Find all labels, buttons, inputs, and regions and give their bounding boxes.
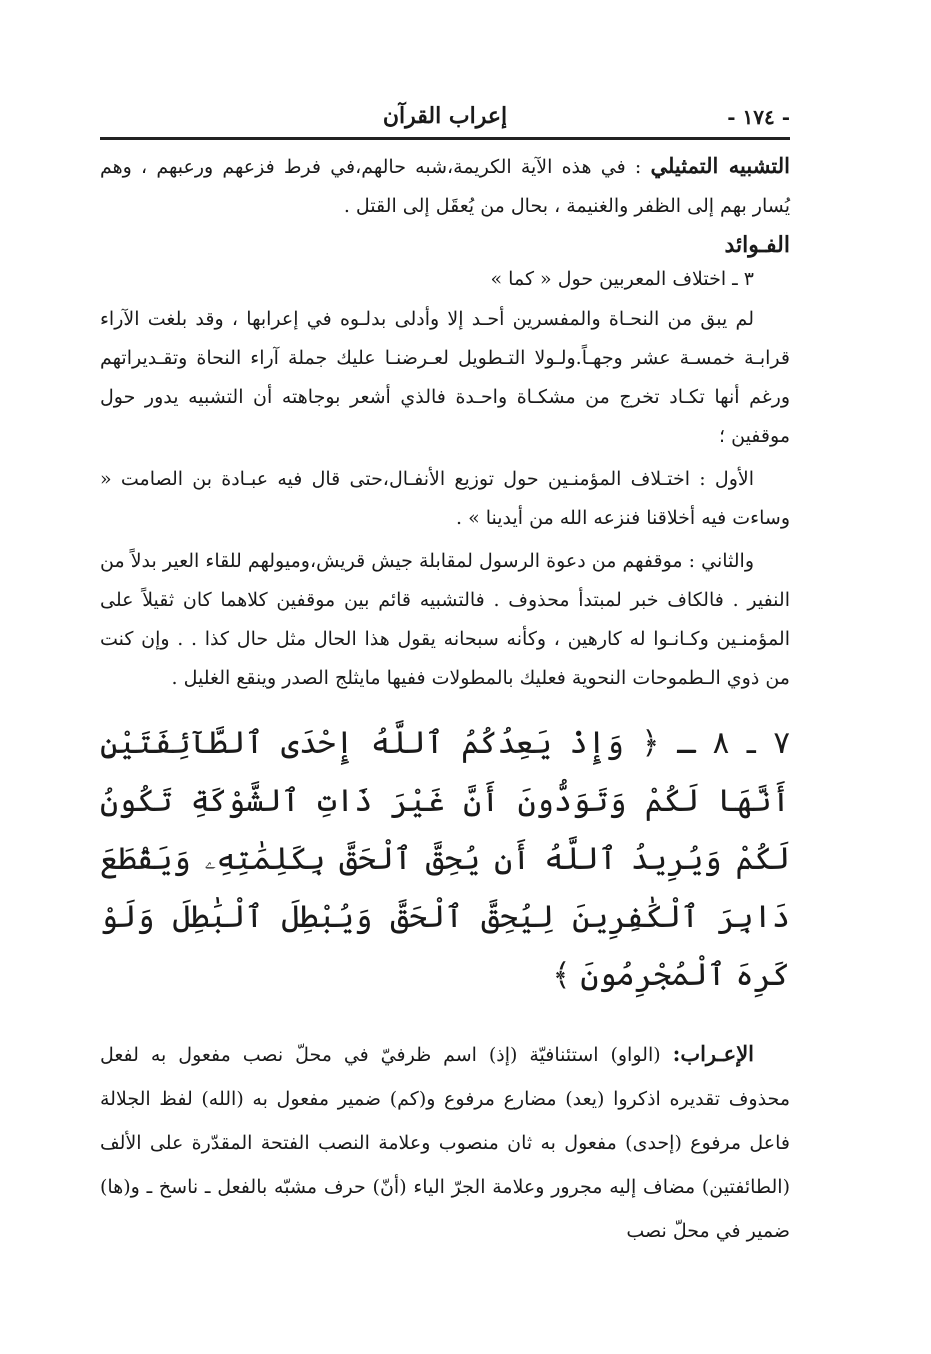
fawaid-subheading: ٣ ـ اختلاف المعربين حول « كما » (490, 268, 754, 290)
fawaid-paragraph-2: الأول : اختـلاف المؤمنـين حول توزيع الأنفـال،حتى قال فيه عبـادة بن الصامت « وساءت فيه أخلاقنا فنزعه الله من أيدينا » . (100, 468, 790, 529)
irab-text: (الواو) استئنافيّة (إذ) اسم ظرفيّ في محلّ نصب مفعول به لفعل محذوف تقديره اذكروا (يعد) مضارع مرفوع و(كم) ضمير مفعول به (الله) لفظ الجلالة فاعل مرفوع (إحدى) مفعول به ثان منصوب وعلامة النصب الفتحة المقدّرة على الألف (الطائفتين) مضاف إليه مجرور وعلامة الجرّ الياء (أنّ) حرف مشبّه بالفعل ـ ناسخ ـ و(ها) ضمير في محلّ نصب (100, 1044, 790, 1242)
header-rule (100, 137, 790, 140)
fawaid-paragraph-3: والثاني : موقفهم من دعوة الرسول لمقابلة جيش قريش،وميولهم للقاء العير بدلاً من النفير . فالكاف خبر لمبتدأ محذوف . فالتشبيه قائم بين موقفين كلاهما كان ثقيلاً على المؤمنـين وكـانـوا له كارهين ، وكأنه سبحانه يقول هذا الحال مثل حال كذا . . وإن كنت من ذوي الـطموحات النحوية فعليك بالمطولات ففيها مايثلج الصدر وينقع الغليل . (100, 550, 790, 689)
irab-section (100, 1032, 790, 1253)
document-page (100, 95, 790, 1253)
fawaid-heading: الفـوائد (724, 232, 790, 258)
quran-verse: ٧ ـ ٨ ـ ﴿ وَإِذْ يَعِدُكُمُ ٱللَّهُ إِحْدَى ٱلطَّآئِفَتَيْنِ أَنَّهَا لَكُمْ وَتَوَدُّونَ أَنَّ غَيْرَ ذَاتِ ٱلشَّوْكَةِ تَكُونُ لَكُمْ وَيُرِيدُ ٱللَّهُ أَن يُحِقَّ ٱلْحَقَّ بِكَلِمَٰتِهِۦ وَيَقْطَعَ دَابِرَ ٱلْكَٰفِرِينَ لِيُحِقَّ ٱلْحَقَّ وَيُبْطِلَ ٱلْبَٰطِلَ وَلَوْ كَرِهَ ٱلْمُجْرِمُونَ ﴾ (100, 725, 790, 993)
tashbih-text: : في هذه الآية الكريمة،شبه حالهم،في فرط فزعهم ورعبهم ، وهم يُسار بهم إلى الظفر والغنيمة ، بحال من يُعقَل إلى القتل . (100, 156, 790, 217)
tashbih-term: التشبيه التمثيلي (650, 153, 791, 178)
fawaid-paragraph-1: لم يبق من النحـاة والمفسرين أحـد إلا وأدلى بدلـوه في إعرابها ، وقد بلغت الآراء قرابـة خمسـة عشر وجهـاً.ولـولا التـطويل لعـرضنـا عليك جملة آراء النحاة وتقـديراتهم ورغم أنها تكـاد تخرج من مشكـاة واحـدة فالذي أشعر بوجاهته أن التشبيه يدور حول موقفين ؛ (100, 308, 790, 447)
irab-paragraph (100, 1032, 790, 1253)
tashbih-paragraph (100, 146, 790, 226)
book-title: إعراب القرآن (382, 103, 508, 129)
page-number: - ١٧٤ - (727, 105, 790, 129)
page-header (100, 95, 790, 137)
irab-label: الإعـراب: (672, 1041, 754, 1066)
